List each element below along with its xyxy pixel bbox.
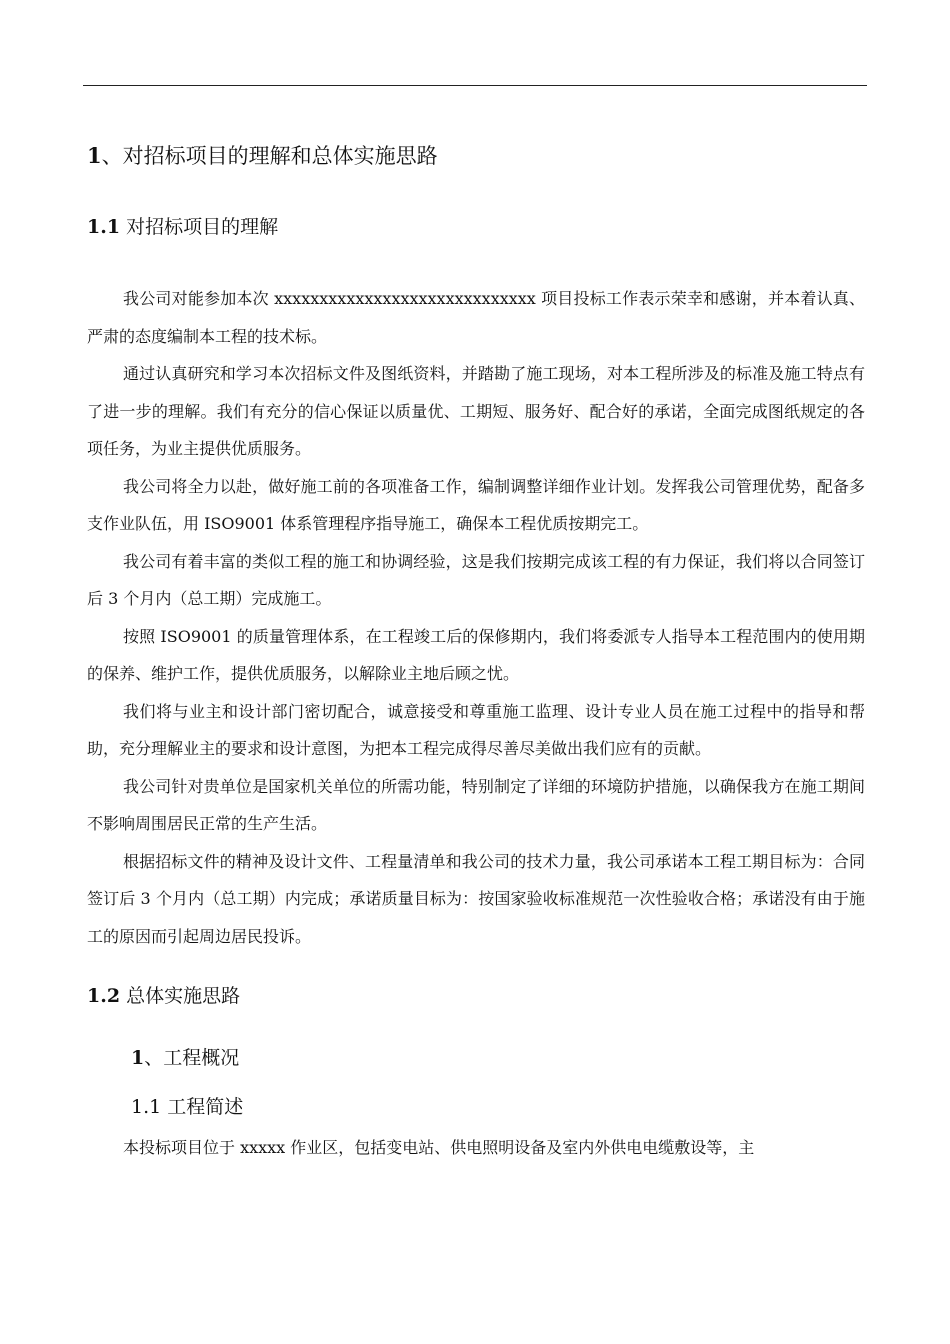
section-1-1-number: 1.1 (87, 216, 121, 238)
section-1-title: 、对招标项目的理解和总体实施思路 (101, 144, 438, 168)
subsection-1-title: 、工程概况 (144, 1047, 240, 1069)
section-1-heading (87, 141, 865, 171)
section-1-2-heading (87, 982, 865, 1010)
section-1-1-heading (87, 213, 865, 241)
paragraph-4: 我公司有着丰富的类似工程的施工和协调经验，这是我们按期完成该工程的有力保证，我们将以合同签订后 3 个月内（总工期）完成施工。 (87, 551, 865, 608)
paragraph-9: 本投标项目位于 xxxxx 作业区，包括变电站、供电照明设备及室内外供电电缆敷设等，主 (123, 1138, 755, 1157)
section-1-2-title: 总体实施思路 (120, 985, 241, 1007)
paragraph-6: 我们将与业主和设计部门密切配合，诚意接受和尊重施工监理、设计专业人员在施工过程中的指导和帮助，充分理解业主的要求和设计意图，为把本工程完成得尽善尽美做出我们应有的贡献。 (87, 701, 865, 758)
subsection-1-heading (87, 1044, 865, 1072)
header-rule (83, 85, 867, 86)
paragraph-3: 我公司将全力以赴，做好施工前的各项准备工作，编制调整详细作业计划。发挥我公司管理优势，配备多支作业队伍，用 ISO9001 体系管理程序指导施工，确保本工程优质按期完工。 (87, 476, 865, 533)
document-body (87, 141, 865, 1167)
section-1-2-number: 1.2 (87, 985, 121, 1007)
section-1-1-title: 对招标项目的理解 (120, 216, 279, 238)
subsection-1-1-heading: 1.1 工程简述 (131, 1096, 244, 1118)
paragraph-2: 通过认真研究和学习本次招标文件及图纸资料，并踏勘了施工现场，对本工程所涉及的标准及施工特点有了进一步的理解。我们有充分的信心保证以质量优、工期短、服务好、配合好的承诺，全面完成图纸规定的各项任务，为业主提供优质服务。 (87, 364, 865, 458)
subsection-1-number: 1 (131, 1047, 145, 1069)
paragraph-8: 根据招标文件的精神及设计文件、工程量清单和我公司的技术力量，我公司承诺本工程工期目标为：合同签订后 3 个月内（总工期）内完成；承诺质量目标为：按国家验收标准规范一次性验收合格；承诺没有由于施工的原因而引起周边居民投诉。 (87, 851, 865, 946)
section-1-number: 1 (87, 143, 102, 168)
paragraph-1: 我公司对能参加本次 xxxxxxxxxxxxxxxxxxxxxxxxxxxxx 项目投标工作表示荣幸和感谢，并本着认真、严肃的态度编制本工程的技术标。 (87, 289, 865, 346)
paragraph-7: 我公司针对贵单位是国家机关单位的所需功能，特别制定了详细的环境防护措施，以确保我方在施工期间不影响周围居民正常的生产生活。 (87, 776, 865, 833)
paragraph-5: 按照 ISO9001 的质量管理体系，在工程竣工后的保修期内，我们将委派专人指导本工程范围内的使用期的保养、维护工作，提供优质服务，以解除业主地后顾之忧。 (87, 626, 865, 683)
